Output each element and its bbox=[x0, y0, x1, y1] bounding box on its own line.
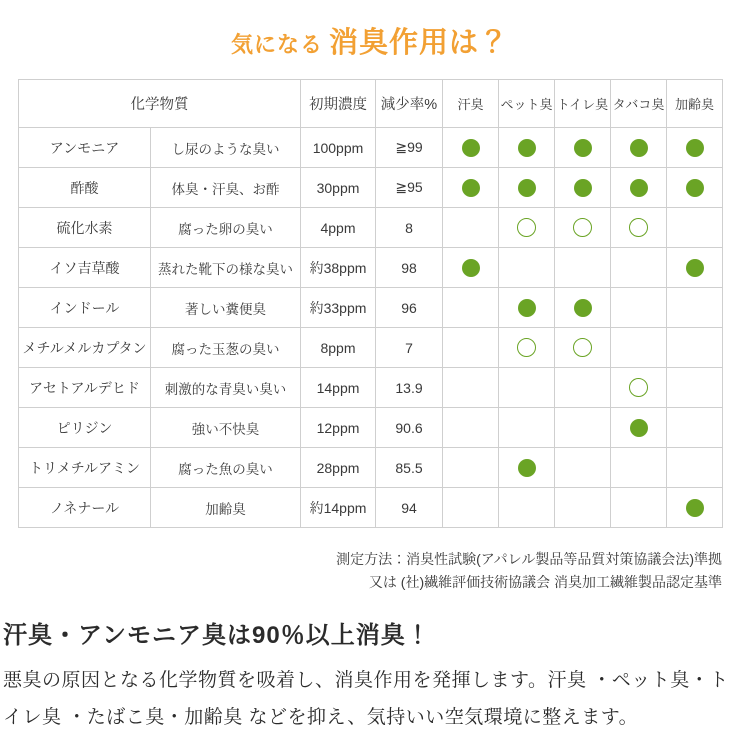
col-header-chemical: 化学物質 bbox=[19, 80, 301, 128]
table-row bbox=[19, 488, 723, 528]
measurement-notes bbox=[0, 548, 722, 594]
mark-cell bbox=[499, 408, 555, 448]
reduction-rate-cell: ≧99 bbox=[376, 128, 443, 168]
mark-cell bbox=[443, 248, 499, 288]
description-cell: 腐った魚の臭い bbox=[151, 448, 301, 488]
reduction-rate-cell: 13.9 bbox=[376, 368, 443, 408]
mark-cell bbox=[499, 488, 555, 528]
concentration-cell: 14ppm bbox=[301, 368, 376, 408]
mark-cell bbox=[555, 128, 611, 168]
col-header-concentration: 初期濃度 bbox=[301, 80, 376, 128]
filled-circle-icon bbox=[686, 499, 704, 517]
mark-cell bbox=[667, 448, 723, 488]
mark-cell bbox=[555, 448, 611, 488]
description-cell: 強い不快臭 bbox=[151, 408, 301, 448]
filled-circle-icon bbox=[630, 179, 648, 197]
open-circle-icon bbox=[629, 378, 648, 397]
mark-cell bbox=[555, 248, 611, 288]
concentration-cell: 28ppm bbox=[301, 448, 376, 488]
deodorization-table bbox=[18, 79, 723, 528]
reduction-rate-cell: 7 bbox=[376, 328, 443, 368]
filled-circle-icon bbox=[518, 299, 536, 317]
note-line-2: 又は (社)繊維評価技術協議会 消臭加工繊維製品認定基準 bbox=[368, 574, 722, 590]
concentration-cell: 約38ppm bbox=[301, 248, 376, 288]
description-cell: 体臭・汗臭、お酢 bbox=[151, 168, 301, 208]
mark-cell bbox=[611, 408, 667, 448]
table-row bbox=[19, 368, 723, 408]
mark-cell bbox=[555, 208, 611, 248]
filled-circle-icon bbox=[574, 179, 592, 197]
table-row bbox=[19, 208, 723, 248]
mark-cell bbox=[611, 208, 667, 248]
open-circle-icon bbox=[573, 218, 592, 237]
open-circle-icon bbox=[517, 338, 536, 357]
filled-circle-icon bbox=[462, 179, 480, 197]
filled-circle-icon bbox=[686, 259, 704, 277]
chemical-cell: 硫化水素 bbox=[19, 208, 151, 248]
mark-cell bbox=[499, 328, 555, 368]
title-main: 消臭作用は？ bbox=[329, 27, 510, 59]
concentration-cell: 4ppm bbox=[301, 208, 376, 248]
col-header-tobacco: タバコ臭 bbox=[611, 80, 667, 128]
mark-cell bbox=[443, 328, 499, 368]
col-header-toilet: トイレ臭 bbox=[555, 80, 611, 128]
mark-cell bbox=[443, 288, 499, 328]
summary-body: 悪臭の原因となる化学物質を吸着し、消臭作用を発揮します。汗臭 ・ペット臭・トイレ臭 ・たばこ臭・加齢臭 などを抑え、気持いい空気環境に整えます。 bbox=[3, 670, 729, 728]
filled-circle-icon bbox=[686, 139, 704, 157]
reduction-rate-cell: 96 bbox=[376, 288, 443, 328]
chemical-cell: アセトアルデヒド bbox=[19, 368, 151, 408]
mark-cell bbox=[443, 128, 499, 168]
summary-heading: 汗臭・アンモニア臭は90％以上消臭！ bbox=[3, 622, 431, 649]
chemical-cell: ノネナール bbox=[19, 488, 151, 528]
open-circle-icon bbox=[573, 338, 592, 357]
col-header-aging: 加齢臭 bbox=[667, 80, 723, 128]
mark-cell bbox=[499, 368, 555, 408]
table-header-row bbox=[19, 80, 723, 128]
mark-cell bbox=[443, 368, 499, 408]
mark-cell bbox=[667, 288, 723, 328]
mark-cell bbox=[499, 288, 555, 328]
filled-circle-icon bbox=[630, 419, 648, 437]
page-title bbox=[0, 0, 740, 62]
mark-cell bbox=[555, 328, 611, 368]
chemical-cell: インドール bbox=[19, 288, 151, 328]
mark-cell bbox=[667, 368, 723, 408]
col-header-sweat: 汗臭 bbox=[443, 80, 499, 128]
description-cell: 著しい糞便臭 bbox=[151, 288, 301, 328]
reduction-rate-cell: 94 bbox=[376, 488, 443, 528]
mark-cell bbox=[611, 488, 667, 528]
mark-cell bbox=[667, 168, 723, 208]
mark-cell bbox=[499, 208, 555, 248]
mark-cell bbox=[611, 328, 667, 368]
col-header-reduction-rate: 減少率% bbox=[376, 80, 443, 128]
mark-cell bbox=[499, 448, 555, 488]
description-cell: 腐った玉葱の臭い bbox=[151, 328, 301, 368]
chemical-cell: メチルメルカプタン bbox=[19, 328, 151, 368]
concentration-cell: 8ppm bbox=[301, 328, 376, 368]
filled-circle-icon bbox=[630, 139, 648, 157]
concentration-cell: 約33ppm bbox=[301, 288, 376, 328]
mark-cell bbox=[611, 168, 667, 208]
concentration-cell: 約14ppm bbox=[301, 488, 376, 528]
table-row bbox=[19, 128, 723, 168]
filled-circle-icon bbox=[462, 139, 480, 157]
table-row bbox=[19, 248, 723, 288]
mark-cell bbox=[443, 208, 499, 248]
mark-cell bbox=[611, 288, 667, 328]
mark-cell bbox=[499, 168, 555, 208]
reduction-rate-cell: 85.5 bbox=[376, 448, 443, 488]
table-row bbox=[19, 288, 723, 328]
reduction-rate-cell: 8 bbox=[376, 208, 443, 248]
open-circle-icon bbox=[629, 218, 648, 237]
description-cell: 腐った卵の臭い bbox=[151, 208, 301, 248]
filled-circle-icon bbox=[462, 259, 480, 277]
mark-cell bbox=[611, 248, 667, 288]
mark-cell bbox=[667, 208, 723, 248]
filled-circle-icon bbox=[518, 459, 536, 477]
filled-circle-icon bbox=[574, 139, 592, 157]
concentration-cell: 30ppm bbox=[301, 168, 376, 208]
note-line-1: 測定方法：消臭性試験(アパレル製品等品質対策協議会法)準拠 bbox=[336, 551, 722, 567]
table-row bbox=[19, 448, 723, 488]
concentration-cell: 100ppm bbox=[301, 128, 376, 168]
mark-cell bbox=[667, 328, 723, 368]
mark-cell bbox=[499, 128, 555, 168]
mark-cell bbox=[499, 248, 555, 288]
description-cell: 加齢臭 bbox=[151, 488, 301, 528]
chemical-cell: ピリジン bbox=[19, 408, 151, 448]
filled-circle-icon bbox=[574, 299, 592, 317]
mark-cell bbox=[611, 448, 667, 488]
description-cell: 刺激的な青臭い臭い bbox=[151, 368, 301, 408]
mark-cell bbox=[611, 128, 667, 168]
mark-cell bbox=[443, 448, 499, 488]
mark-cell bbox=[555, 368, 611, 408]
table-row bbox=[19, 408, 723, 448]
mark-cell bbox=[555, 408, 611, 448]
mark-cell bbox=[667, 248, 723, 288]
mark-cell bbox=[555, 168, 611, 208]
chemical-cell: アンモニア bbox=[19, 128, 151, 168]
mark-cell bbox=[611, 368, 667, 408]
mark-cell bbox=[667, 408, 723, 448]
chemical-cell: トリメチルアミン bbox=[19, 448, 151, 488]
chemical-cell: 酢酸 bbox=[19, 168, 151, 208]
mark-cell bbox=[443, 168, 499, 208]
filled-circle-icon bbox=[686, 179, 704, 197]
filled-circle-icon bbox=[518, 179, 536, 197]
reduction-rate-cell: 90.6 bbox=[376, 408, 443, 448]
title-prefix: 気になる bbox=[230, 32, 323, 57]
description-cell: 蒸れた靴下の様な臭い bbox=[151, 248, 301, 288]
filled-circle-icon bbox=[518, 139, 536, 157]
description-cell: し尿のような臭い bbox=[151, 128, 301, 168]
chemical-cell: イソ吉草酸 bbox=[19, 248, 151, 288]
open-circle-icon bbox=[517, 218, 536, 237]
col-header-pet: ペット臭 bbox=[499, 80, 555, 128]
concentration-cell: 12ppm bbox=[301, 408, 376, 448]
mark-cell bbox=[443, 408, 499, 448]
table-row bbox=[19, 168, 723, 208]
mark-cell bbox=[555, 488, 611, 528]
reduction-rate-cell: 98 bbox=[376, 248, 443, 288]
table-row bbox=[19, 328, 723, 368]
summary-section bbox=[0, 620, 740, 736]
reduction-rate-cell: ≧95 bbox=[376, 168, 443, 208]
mark-cell bbox=[555, 288, 611, 328]
mark-cell bbox=[667, 488, 723, 528]
mark-cell bbox=[443, 488, 499, 528]
mark-cell bbox=[667, 128, 723, 168]
